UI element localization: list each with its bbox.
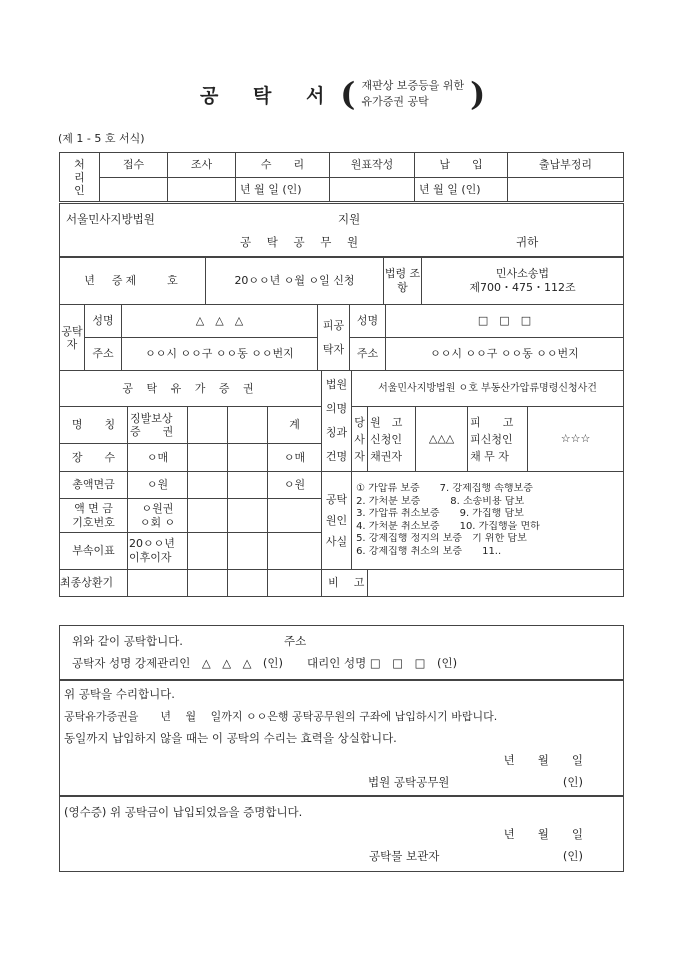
col-payment: 납 입 xyxy=(415,153,508,178)
cell-payment-date: 년 월 일 (인) xyxy=(415,178,508,202)
col-cashbook: 출납부정리 xyxy=(508,153,624,178)
security-name-line: 징발보상 xyxy=(130,412,173,425)
defendant-label-line: 피 고 xyxy=(470,415,514,429)
cell-ledger-blank[interactable] xyxy=(330,178,415,202)
title-paren-close: ) xyxy=(470,75,486,113)
depositee-name-value: □ □ □ xyxy=(386,305,624,338)
acceptance-row-4 xyxy=(60,753,623,768)
officer-label: 공 탁 공 무 원 xyxy=(240,235,365,249)
coupon-label: 부속이표 xyxy=(60,533,128,570)
acceptance-row-1 xyxy=(60,687,623,702)
reasons-label-line: 공탁 xyxy=(325,493,348,506)
col-accept: 수 리 xyxy=(236,153,330,178)
face-value-label-line: 액 면 금 xyxy=(74,501,113,515)
remarks-value[interactable] xyxy=(368,570,624,597)
form-number: (제 1 - 5 호 서식) xyxy=(58,132,145,145)
plaintiff-value: △△△ xyxy=(416,407,468,472)
court-case-label-line: 의명 xyxy=(325,402,348,415)
reason-item: 4. 가처분 취소보증 10. 가집행을 면하 xyxy=(356,520,540,532)
reasons-label xyxy=(322,472,352,570)
face-value-label-line: 기호번호 xyxy=(72,515,115,529)
acceptance-line-2: 공탁유가증권을 년 월 일까지 ㅇㅇ은행 공탁공무원의 구좌에 납입하시기 바랍니다. xyxy=(64,710,498,723)
maturity-blank-1[interactable] xyxy=(188,570,228,597)
receipt-row-1 xyxy=(60,805,623,820)
parties-table xyxy=(59,304,624,371)
face-value-line: ㅇ원권 xyxy=(141,501,174,515)
depositee-label xyxy=(318,305,350,371)
receipt-date: 년 월 일 xyxy=(503,827,583,841)
processing-label-char: 처 xyxy=(74,157,85,171)
face-total-blank-1[interactable] xyxy=(188,472,228,499)
acceptance-officer: 법원 공탁공무원 xyxy=(368,775,450,789)
year-number: 년 증제 호 xyxy=(60,258,206,305)
security-name-blank-1[interactable] xyxy=(188,407,228,444)
security-name-label: 명 칭 xyxy=(60,407,128,444)
face-total-value: ㅇ원 xyxy=(128,472,188,499)
subtitle-line-2: 유가증권 공탁 xyxy=(361,95,429,108)
reasons-list xyxy=(352,472,624,570)
receipt-custodian: 공탁물 보관자 xyxy=(369,849,440,863)
depositee-label-line: 피공 xyxy=(322,318,345,332)
maturity-blank-2[interactable] xyxy=(228,570,268,597)
face-total-blank-2[interactable] xyxy=(228,472,268,499)
branch-label: 지원 xyxy=(338,212,361,226)
plaintiff-label-line: 원 고 xyxy=(370,415,403,429)
coupon-value-line: 이후이자 xyxy=(129,551,172,564)
depositor-name-label: 성명 xyxy=(85,305,122,338)
face-value-blank-3[interactable] xyxy=(268,499,322,533)
face-total-sum: ㅇ원 xyxy=(268,472,322,499)
coupon-value-line: 20ㅇㅇ년 xyxy=(129,537,175,550)
subtitle-line-1: 재판상 보증등을 위한 xyxy=(361,79,465,92)
acceptance-block xyxy=(59,680,624,796)
title-paren-open: ( xyxy=(340,75,356,113)
title-row xyxy=(200,74,485,114)
cell-review-blank[interactable] xyxy=(168,178,236,202)
coupon-blank-1[interactable] xyxy=(188,533,228,570)
face-value-label xyxy=(60,499,128,533)
party-label-char: 당 xyxy=(354,415,365,429)
depositor-name-value: △ △ △ xyxy=(122,305,318,338)
maturity-label: 최종상환기 xyxy=(60,570,128,597)
law-name: 민사소송법 xyxy=(495,267,550,280)
reason-item: 6. 강제집행 취소의 보증 11.. xyxy=(356,545,502,557)
coupon-value xyxy=(128,533,188,570)
court-case-label-line: 건명 xyxy=(325,450,348,463)
document-subtitle xyxy=(361,78,464,110)
reason-item: ① 가압류 보증 7. 강제집행 속행보증 xyxy=(356,483,533,494)
security-count-label: 장 수 xyxy=(60,444,128,472)
col-review: 조사 xyxy=(168,153,236,178)
party-label-char: 사 xyxy=(354,432,365,446)
security-name-value xyxy=(128,407,188,444)
depositee-name-label: 성명 xyxy=(350,305,386,338)
depositor-address-label: 주소 xyxy=(85,338,122,371)
plaintiff-label xyxy=(368,407,416,472)
plaintiff-label-line: 신청인 xyxy=(370,432,402,446)
securities-table xyxy=(59,370,624,597)
face-value-blank-1[interactable] xyxy=(188,499,228,533)
acceptance-row-5 xyxy=(60,775,623,790)
cell-cashbook-blank[interactable] xyxy=(508,178,624,202)
processing-label xyxy=(60,153,100,202)
security-count-blank-1[interactable] xyxy=(188,444,228,472)
law-article-value xyxy=(422,258,624,305)
defendant-label-line: 피신청인 xyxy=(470,432,513,446)
face-value-line: ㅇ회 ㅇ xyxy=(139,515,176,529)
reason-item: 2. 가처분 보증 8. 소송비용 담보 xyxy=(356,495,525,507)
security-total-label: 계 xyxy=(268,407,322,444)
security-count-total: ㅇ매 xyxy=(268,444,322,472)
declaration-row-2 xyxy=(60,656,623,671)
depositee-address-value: ㅇㅇ시 ㅇㅇ구 ㅇㅇ동 ㅇㅇ번지 xyxy=(386,338,624,371)
depositor-signature: 공탁자 성명 강제관리인 △ △ △ (인) xyxy=(72,656,284,670)
application-date: 20ㅇㅇ년 ㅇ월 ㅇ일 신청 xyxy=(206,258,384,305)
reason-item: 5. 강제집행 정지의 보증 기 위한 담보 xyxy=(356,533,527,544)
col-ledger: 원표작성 xyxy=(330,153,415,178)
defendant-label-line: 채 무 자 xyxy=(470,449,509,463)
reasons-label-line: 사실 xyxy=(325,535,348,548)
acceptance-seal: (인) xyxy=(562,775,583,789)
face-value-value xyxy=(128,499,188,533)
court-name: 서울민사지방법원 xyxy=(66,212,155,226)
defendant-value: ☆☆☆ xyxy=(528,407,624,472)
cell-receipt-blank[interactable] xyxy=(100,178,168,202)
court-case-label xyxy=(322,371,352,472)
addressee-row-1 xyxy=(60,212,623,227)
depositor-address-value: ㅇㅇ시 ㅇㅇ구 ㅇㅇ동 ㅇㅇ번지 xyxy=(122,338,318,371)
agent-signature: 대리인 성명 □ □ □ (인) xyxy=(307,656,458,670)
reasons-label-line: 원인 xyxy=(325,514,348,527)
face-value-blank-2[interactable] xyxy=(228,499,268,533)
plaintiff-label-line: 채권자 xyxy=(370,449,402,463)
addressee-block xyxy=(59,203,624,257)
securities-header: 공 탁 유 가 증 권 xyxy=(60,371,322,407)
col-receipt: 접수 xyxy=(100,153,168,178)
reason-item: 3. 가압류 취소보증 9. 가집행 담보 xyxy=(356,508,524,519)
honorific: 귀하 xyxy=(516,235,539,249)
coupon-blank-2[interactable] xyxy=(228,533,268,570)
processing-label-char: 인 xyxy=(74,183,85,197)
receipt-row-3 xyxy=(60,849,623,864)
maturity-value[interactable] xyxy=(128,570,188,597)
law-article-label: 법령 조항 xyxy=(384,258,422,305)
court-case-label-line: 법원 xyxy=(325,378,348,391)
law-articles: 제700・475・112조 xyxy=(469,281,576,294)
case-row-table xyxy=(59,257,624,305)
receipt-text: (영수증) 위 공탁금이 납입되었음을 증명합니다. xyxy=(64,805,303,819)
remarks-label: 비 고 xyxy=(322,570,368,597)
receipt-row-2 xyxy=(60,827,623,842)
processing-label-char: 리 xyxy=(74,170,85,184)
addressee-row-2 xyxy=(60,235,623,250)
receipt-block xyxy=(59,796,624,872)
declaration-block xyxy=(59,625,624,680)
acceptance-row-3 xyxy=(60,731,623,746)
declaration-address-label: 주소 xyxy=(284,634,307,648)
coupon-blank-3[interactable] xyxy=(268,533,322,570)
declaration-text: 위와 같이 공탁합니다. xyxy=(72,634,183,648)
court-case-name: 서울민사지방법원 ㅇ호 부동산가압류명령신청사건 xyxy=(352,371,624,407)
document-title: 공 탁 서 xyxy=(200,84,339,107)
acceptance-row-2 xyxy=(60,709,623,724)
depositor-label: 공탁자 xyxy=(60,305,85,371)
security-count-blank-2[interactable] xyxy=(228,444,268,472)
receipt-seal: (인) xyxy=(562,849,583,863)
processing-table xyxy=(59,152,624,202)
depositee-address-label: 주소 xyxy=(350,338,386,371)
defendant-label xyxy=(468,407,528,472)
acceptance-line-1: 위 공탁을 수리합니다. xyxy=(64,687,175,701)
declaration-row-1 xyxy=(60,634,623,649)
depositee-label-line: 탁자 xyxy=(322,342,345,356)
party-label xyxy=(352,407,368,472)
cell-accept-date: 년 월 일 (인) xyxy=(236,178,330,202)
party-label-char: 자 xyxy=(354,449,365,463)
court-case-label-line: 칭과 xyxy=(325,426,348,439)
security-count-value: ㅇ매 xyxy=(128,444,188,472)
security-name-blank-2[interactable] xyxy=(228,407,268,444)
security-name-line: 증 권 xyxy=(130,425,174,438)
face-total-label: 총액면금 xyxy=(60,472,128,499)
maturity-blank-3[interactable] xyxy=(268,570,322,597)
acceptance-date: 년 월 일 xyxy=(503,753,583,767)
acceptance-line-3: 동일까지 납입하지 않을 때는 이 공탁의 수리는 효력을 상실합니다. xyxy=(64,731,397,745)
